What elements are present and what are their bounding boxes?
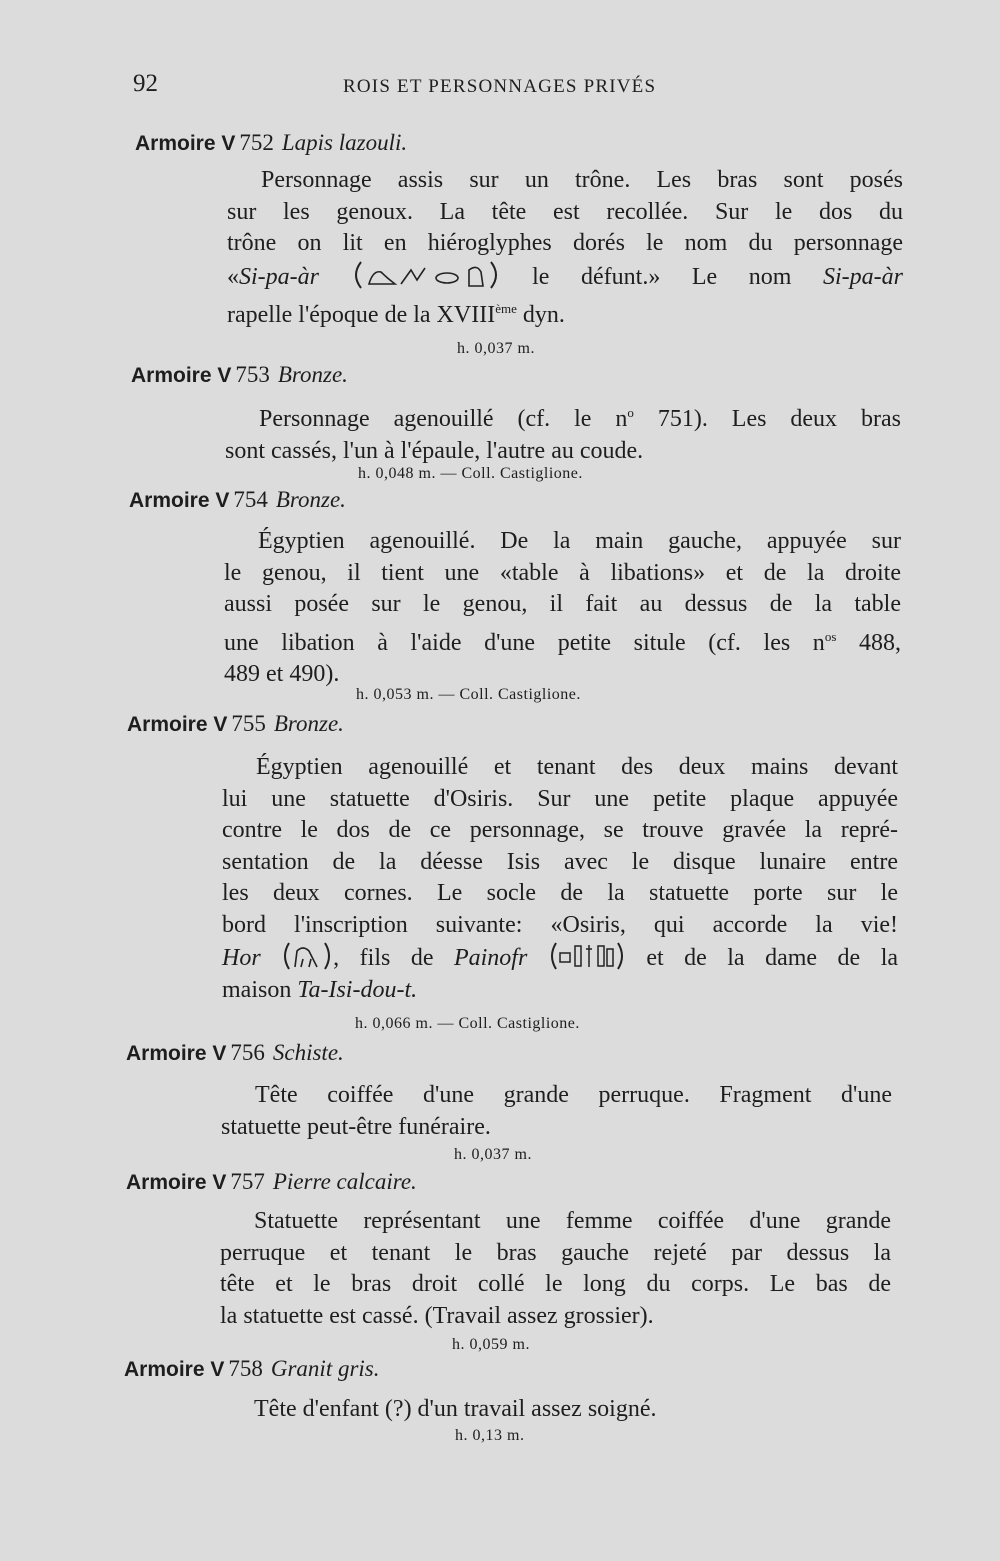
entry-heading-756: Armoire V 756 Schiste.: [126, 1040, 344, 1065]
running-title: ROIS ET PERSONNAGES PRIVÉS: [343, 76, 657, 97]
entry-body-758: Tête d'enfant (?) d'un travail assez soigné.: [254, 1396, 657, 1422]
entry-heading-754: Armoire V 754 Bronze.: [129, 487, 346, 512]
hieroglyph-painofr-icon: [548, 941, 626, 971]
hieroglyph-hor-icon: [281, 941, 333, 971]
entry-measure-752: h. 0,037 m.: [457, 340, 535, 357]
entry-body-754: Égyptien agenouillé. De la main gauche, appuyée sur le genou, il tient une «table à libations» et de la droite aussi posée sur le genou, il fait au dessus de la table une libation à l'aide d'une petite situle (cf. les $n^{os}$ 488, 489 et 490).: [224, 528, 902, 687]
hieroglyph-cartouche-icon: [351, 260, 501, 290]
entry-measure-758: h. 0,13 m.: [455, 1427, 525, 1444]
entry-measure-754: h. 0,053 m. — Coll. Castiglione.: [356, 686, 581, 703]
entry-heading-758: Armoire V 758 Granit gris.: [124, 1356, 380, 1381]
entry-measure-753: h. 0,048 m. — Coll. Castiglione.: [358, 465, 583, 482]
entry-measure-756: h. 0,037 m.: [454, 1146, 532, 1163]
entry-heading-752: Armoire V 752 Lapis lazouli.: [135, 130, 408, 155]
entry-heading-753: Armoire V 753 Bronze.: [131, 362, 348, 387]
entry-heading-755: Armoire V 755 Bronze.: [127, 711, 344, 736]
entry-body-752: Personnage assis sur un trône. Les bras sont posés sur les genoux. La tête est recollée. Sur le dos du trône on lit en hiéroglyphes dorés le nom du personnage «Si-pa-àr le défunt.» Le nom Si-pa-àr rapelle l'époque de la XVIIIème dyn.: [227, 167, 903, 328]
line-with-cartouches: Hor , fils de Painofr et de la dame de la: [222, 941, 898, 975]
entry-heading-757: Armoire V 757 Pierre calcaire.: [126, 1169, 417, 1194]
entry-body-753: Personnage agenouillé (cf. le $n^o$ 751). Les deux bras sont cassés, l'un à l'épaule, l'autre au coude.: [225, 405, 901, 464]
page-number: 92: [133, 70, 158, 97]
entry-body-757: Statuette représentant une femme coiffée d'une grande perruque et tenant le bras gauche rejeté par dessus la tête et le bras droit collé le long du corps. Le bas de la statuette est cassé. (Travail assez grossier).: [220, 1208, 891, 1329]
entry-measure-755: h. 0,066 m. — Coll. Castiglione.: [355, 1015, 580, 1032]
line-with-cartouche: «Si-pa-àr le défunt.» Le nom Si-pa-àr: [227, 260, 903, 294]
entry-measure-757: h. 0,059 m.: [452, 1336, 530, 1353]
entry-body-755: Égyptien agenouillé et tenant des deux mains devant lui une statuette d'Osiris. Sur une petite plaque appuyée contre le dos de ce personnage, se trouve gravée la repré- sentation de la déesse Isis avec le disque lunaire entre les deux cornes. Le socle de la statuette porte sur le bord l'inscription suivante: «Osiris, qui accorde la vie! Hor , fils de Painofr et de la dame de la maison Ta-Isi-dou-t.: [222, 754, 899, 1003]
entry-body-756: Tête coiffée d'une grande perruque. Fragment d'une statuette peut-être funéraire.: [221, 1082, 892, 1140]
